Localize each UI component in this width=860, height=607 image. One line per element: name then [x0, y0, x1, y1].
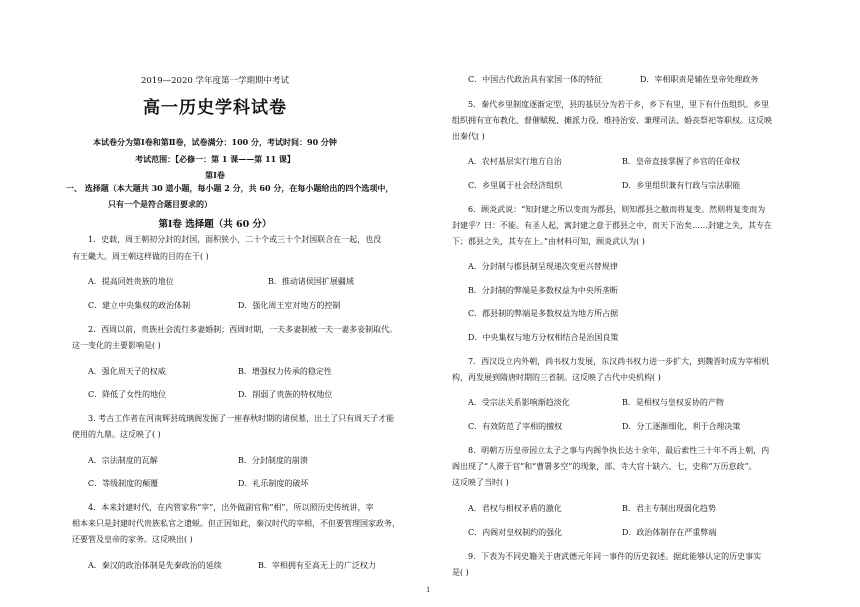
question-4-option-c[interactable]: C．中国古代政治具有家国一体的特征 — [468, 75, 603, 84]
question-8-option-b[interactable]: B．君主专制出现弱化趋势 — [622, 504, 716, 513]
question-7-option-a[interactable]: A．受宗法关系影响渐趋淡化 — [468, 398, 570, 407]
question-2-option-c[interactable]: C．降低了女性的地位 — [88, 390, 167, 399]
question-7-option-c[interactable]: C．有效防范了宰相的擅权 — [468, 422, 563, 431]
question-8-option-d[interactable]: D．政治体制存在严重弊端 — [622, 528, 717, 537]
question-8-option-a[interactable]: A．君权与相权矛盾的激化 — [468, 504, 562, 513]
section-heading: 第Ⅰ卷 选择题（共 60 分） — [158, 219, 272, 230]
question-5-option-d[interactable]: D．乡里组织兼有行政与宗法职能 — [622, 181, 741, 190]
question-6-option-c[interactable]: C．郡县制的弊端是多数权益为地方所占据 — [468, 309, 619, 318]
question-6-option-d[interactable]: D．中央集权与地方分权相结合是治国良策 — [468, 333, 619, 342]
question-8-option-c[interactable]: C．内阁对皇权制约的强化 — [468, 528, 563, 537]
question-6-stem-line-1: 6．顾炎武说：“知封建之所以变而为郡县，则知郡县之敝而将复变。然则将复变而为 — [468, 205, 766, 214]
question-2-option-b[interactable]: B．增强权力传承的稳定性 — [238, 367, 332, 376]
section-instruction-line-2: 只有一个是符合题目要求的） — [108, 199, 212, 209]
question-1-stem-line-1: 1．史载，周王朝初分封的封国，面积狭小，二十个或三十个封国联合在一起，也没 — [88, 235, 382, 244]
question-4-option-a[interactable]: A．秦汉的政治体制是先秦政治的延续 — [88, 561, 222, 570]
question-3-option-c[interactable]: C．等级制度的颠覆 — [88, 479, 159, 488]
question-5-option-b[interactable]: B．皇帝直接掌握了乡官的任命权 — [622, 157, 740, 166]
question-2-stem-line-2: 这一变化的主要影响是( ) — [72, 341, 161, 350]
question-7-option-d[interactable]: D．分工逐渐细化，利于合理决策 — [622, 422, 741, 431]
question-8-stem-line-3: 这反映了当时( ) — [452, 478, 509, 487]
question-4-stem-line-2: 相本来只是封建时代贵族私官之遗蜕。但正因如此，秦汉时代的宰相，不但要管理国家政务， — [72, 519, 400, 528]
question-5-option-a[interactable]: A．农村基层实行地方自治 — [468, 157, 562, 166]
question-7-option-b[interactable]: B．是相权与皇权妥协的产物 — [622, 398, 724, 407]
question-5-option-c[interactable]: C．乡里属于社会经济组织 — [468, 181, 563, 190]
question-4-stem-line-3: 还要管及皇帝的家务。这反映出( ) — [72, 535, 193, 544]
question-3-option-d[interactable]: D．礼乐制度的破坏 — [238, 479, 309, 488]
exam-info-line: 本试卷分为第Ⅰ卷和第Ⅱ卷，试卷满分：100 分，考试时间：90 分钟 — [93, 137, 337, 147]
question-1-option-d[interactable]: D．强化周王室对地方的控制 — [238, 301, 341, 310]
question-5-stem-line-1: 5．秦代乡里制度逐渐定型，县的基层分为若干乡，乡下有里，里下有什伍组织。乡里 — [468, 100, 770, 109]
question-3-option-a[interactable]: A．宗法制度的瓦解 — [88, 456, 158, 465]
question-9-stem-line-1: 9．下表为不同史籍关于唐武德元年同一事件的历史叙述。据此能够认定的历史事实 — [468, 552, 762, 561]
question-6-stem-line-2: 封建乎？曰：不能。有圣人起，寓封建之意于郡县之中，而天下治矣……封建之失，其专在 — [452, 221, 772, 230]
question-3-option-b[interactable]: B．分封制度的崩溃 — [238, 456, 308, 465]
question-6-option-b[interactable]: B．分封制的弊端是多数权益为中央所垄断 — [468, 286, 618, 295]
question-4-option-d[interactable]: D．宰相职责是辅佐皇帝处理政务 — [640, 75, 759, 84]
volume-label: 第Ⅰ卷 — [205, 170, 225, 180]
question-6-stem-line-3: 下；郡县之失，其专在上。”由材料可知，顾炎武认为( ) — [452, 237, 645, 246]
question-3-stem-line-1: 3. 考古工作者在河南辉县琉璃阁发掘了一座春秋时期的诸侯墓，出土了只有周天子才能 — [88, 414, 395, 423]
exam-scope-line: 考试范围：【必修一：第 1 课——第 11 课】 — [135, 154, 295, 164]
question-8-stem-line-1: 8．明朝万历皇帝因立太子之事与内阁争执长达十余年，最后索性三十年不再上朝，内 — [468, 446, 770, 455]
question-2-option-a[interactable]: A．强化周天子的权威 — [88, 367, 166, 376]
question-6-option-a[interactable]: A．分封制与郡县制呈现递次变更兴替规律 — [468, 262, 618, 271]
question-4-stem-line-1: 4．本来封建时代，在内管家称“宰”，出外做副官称“相”，所以照历史传统讲，宰 — [88, 503, 374, 512]
question-7-stem-line-2: 构，再发展到隋唐时期的三省制。这反映了古代中央机构( ) — [452, 373, 661, 382]
question-2-option-d[interactable]: D．削弱了贵族的特权地位 — [238, 390, 333, 399]
section-instruction-line-1: 一、 选择题（本大题共 30 道小题，每小题 2 分，共 60 分，在每小题给出的四个选项中， — [66, 183, 394, 193]
exam-title: 高一历史学科试卷 — [143, 98, 287, 118]
question-2-stem-line-1: 2．西周以前，贵族社会流行多妻婚制；西周时期，一夫多妻制被一夫一妻多妾制取代。 — [88, 325, 398, 334]
page-number: 1 — [426, 586, 431, 594]
exam-year-line: 2019—2020 学年度第一学期期中考试 — [141, 76, 289, 86]
question-3-stem-line-2: 使用的九鼎。这反映了( ) — [72, 430, 161, 439]
question-1-option-a[interactable]: A．提高同姓贵族的地位 — [88, 277, 174, 286]
question-9-stem-line-2: 是( ) — [452, 568, 469, 577]
question-5-stem-line-2: 组织拥有宣布教化、督催赋税、摊派力役、维持治安、兼理司法、婚丧祭祀等职权。这反映 — [452, 116, 772, 125]
question-8-stem-line-2: 阁出现了“人滞于官”和“曹署多空”的现象，部、寺大官十缺六、七，史称“万历怠政”。 — [452, 462, 757, 471]
question-1-option-b[interactable]: B．推动诸侯国扩展疆域 — [268, 277, 354, 286]
question-5-stem-line-3: 出秦代( ) — [452, 132, 485, 141]
question-1-option-c[interactable]: C．建立中央集权的政治体制 — [88, 301, 191, 310]
question-4-option-b[interactable]: B．宰相拥有至高无上的广泛权力 — [258, 561, 376, 570]
question-1-stem-line-2: 有王畿大。周王朝这样做的目的在于( ) — [72, 252, 209, 261]
question-7-stem-line-1: 7．西汉设立内外朝，尚书权力发展，东汉尚书权力进一步扩大，到魏晋时成为宰相机 — [468, 357, 770, 366]
